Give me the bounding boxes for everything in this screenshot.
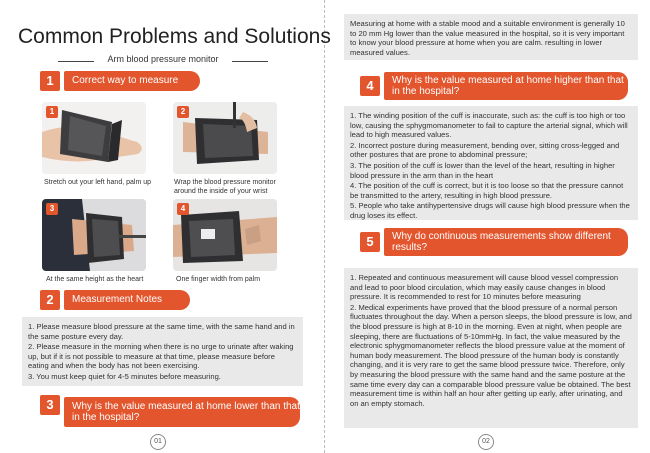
measurement-notes-box bbox=[22, 317, 303, 386]
photo-2 bbox=[173, 102, 277, 174]
page-number: 02 bbox=[478, 434, 494, 450]
photo-caption: Stretch out your left hand, palm up bbox=[44, 179, 152, 186]
section-5-header bbox=[360, 228, 628, 253]
reason-item: 2. Incorrect posture during measurement, bending over, sitting cross-legged and other postures that are prone to abdominal pressure; bbox=[350, 140, 620, 160]
photo-3 bbox=[42, 199, 146, 271]
reason-item: 1. The winding position of the cuff is inaccurate, such as: the cuff is too high or too low, causing the sphygmomanometer to fail to capture the arterial signal, which will lead to high measured values. bbox=[350, 111, 628, 140]
section-2-header bbox=[40, 290, 190, 312]
section-4-header bbox=[360, 72, 628, 97]
photo-number: 4 bbox=[177, 203, 189, 215]
photo-4 bbox=[173, 199, 277, 271]
intro-text: Measuring at home with a stable mood and a suitable environment is generally 10 to 20 mm Hg lower than the value measured in the hospital, so it is very important to know your blood pressure at home when you are calm. resulting in lower measured values. bbox=[350, 19, 625, 57]
subtitle-rule-right bbox=[232, 61, 268, 62]
section-5-box bbox=[344, 268, 638, 428]
photo-caption: Wrap the blood pressure monitor around the inside of your wrist bbox=[174, 179, 276, 195]
section-4-box bbox=[344, 106, 638, 220]
section-heading: Measurement Notes bbox=[64, 290, 190, 310]
note-item: 3. You must keep quiet for 4-5 minutes before measuring. bbox=[28, 371, 221, 381]
reason-item: 3. The position of the cuff is lower than the level of the heart, resulting in higher blood pressure in the arm than in the heart bbox=[350, 160, 615, 180]
section-heading: Why do continuous measurements show different results? bbox=[384, 228, 628, 256]
section-number: 4 bbox=[360, 76, 380, 96]
subtitle-row bbox=[58, 54, 268, 68]
section-1-header bbox=[40, 71, 200, 93]
page-title: Common Problems and Solutions bbox=[18, 25, 331, 48]
page-number: 01 bbox=[150, 434, 166, 450]
photo-number: 1 bbox=[46, 106, 58, 118]
section-heading: Correct way to measure bbox=[64, 71, 200, 91]
page-subtitle: Arm blood pressure monitor bbox=[107, 54, 219, 64]
photo-caption: One finger width from palm bbox=[176, 276, 261, 283]
photo-1 bbox=[42, 102, 146, 174]
section-number: 3 bbox=[40, 395, 60, 415]
section-heading: Why is the value measured at home lower than that in the hospital? bbox=[64, 397, 300, 427]
section-heading: Why is the value measured at home higher than that in the hospital? bbox=[384, 72, 628, 100]
page-fold-divider bbox=[324, 0, 325, 453]
right-page bbox=[326, 0, 650, 453]
intro-box bbox=[344, 14, 638, 60]
note-item: 2. Please measure in the morning when there is no urge to urinate after waking up, but if it is not possible to measure at that time, please measure before eating and when the body has not been exercising. bbox=[28, 342, 294, 371]
photo-number: 3 bbox=[46, 203, 58, 215]
note-item: 1. Please measure blood pressure at the same time, with the same hand and in the same posture every day. bbox=[28, 322, 295, 341]
section-number: 5 bbox=[360, 232, 380, 252]
photo-number: 2 bbox=[177, 106, 189, 118]
reason-item: 5. People who take antihypertensive drugs will cause high blood pressure when the drug loses its effect. bbox=[350, 201, 630, 220]
reason-item: 4. The position of the cuff is correct, but it is too loose so that the pressure cannot be transmitted to the artery, resulting in high blood pressure. bbox=[350, 181, 624, 200]
section-number: 2 bbox=[40, 290, 60, 310]
section-number: 1 bbox=[40, 71, 60, 91]
reason-item: 2. Medical experiments have proved that the blood pressure of a normal person fluctuates throughout the day. When a person sleeps, the blood pressure is low, and the blood pressure is high at 8-10 in the morning. Even at night, when people are sleeping, there are fluctuations of 5-10mmHg. In fact, the value measured by the electronic sphygmomanometer reflects the blood pressure value at the moment of human body measurement. The blood pressure of the human body is constantly changing, and it is very rare to get the same blood pressure twice. Therefore, only by measuring the blood pressure with the same hand and the same posture at the same time every day can a comparable blood pressure value be obtained. The best measurement time is within half an hour after getting up early, after urinating, and on an empty stomach. bbox=[350, 302, 632, 408]
reason-item: 1. Repeated and continuous measurement will cause blood vessel compression and lead to poor blood circulation, which may easily cause changes in blood pressure. It is recommended to rest for 10 minutes before measuring bbox=[350, 273, 619, 302]
section-3-header bbox=[40, 395, 300, 423]
photo-caption: At the same height as the heart bbox=[46, 276, 144, 283]
